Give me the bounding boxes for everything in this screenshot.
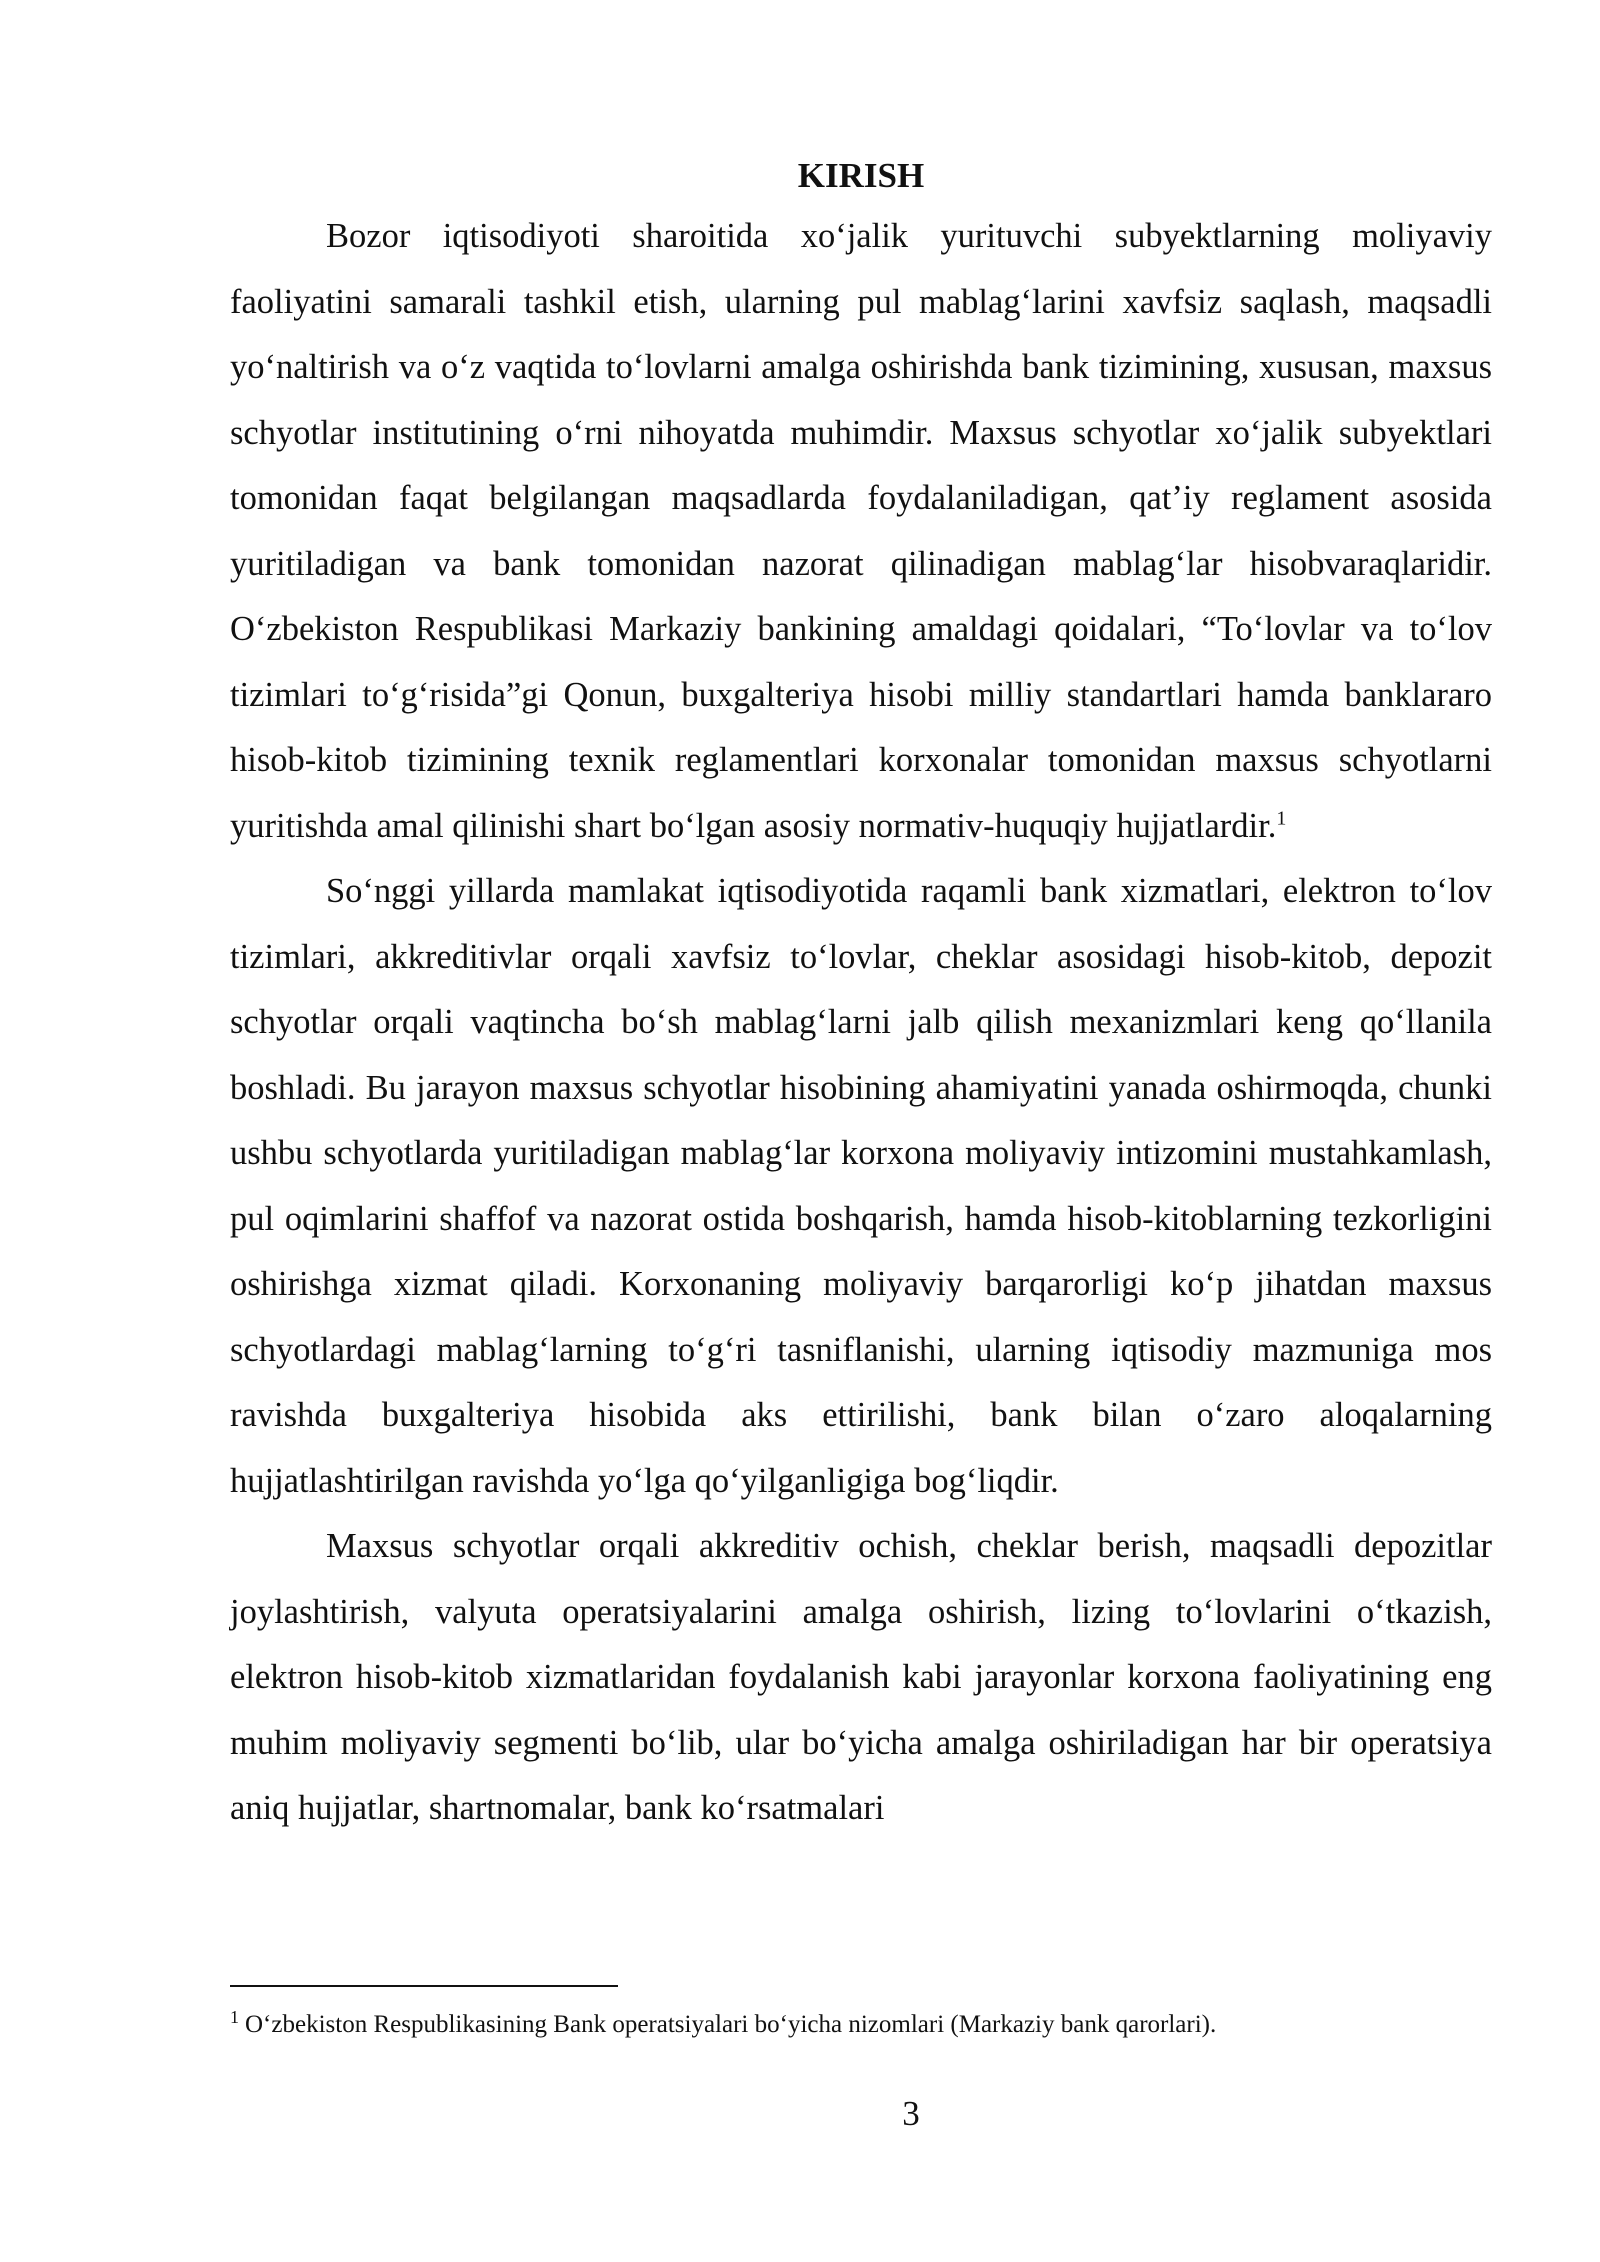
footnote [230, 2008, 1492, 2042]
section-heading: KIRISH [797, 156, 925, 195]
footnote-text: O‘zbekiston Respublikasining Bank operatsiyalari bo‘yicha nizomlari (Markaziy bank qarorlari). [245, 2011, 1217, 2038]
paragraph-1-text: Bozor iqtisodiyoti sharoitida xo‘jalik yurituvchi subyektlarning moliyaviy faoliyatini samarali tashkil etish, ularning pul mablag‘larini xavfsiz saqlash, maqsadli yo‘naltirish va o‘z vaqtida to‘lovlarni amalga oshirishda bank tizimining, xususan, maxsus schyotlar institutining o‘rni nihoyatda muhimdir. Maxsus schyotlar xo‘jalik subyektlari tomonidan faqat belgilangan maqsadlarda foydalaniladigan, qat’iy reglament asosida yuritiladigan va bank tomonidan nazorat qilinadigan mablag‘lar hisobvaraqlaridir. O‘zbekiston Respublikasi Markaziy bankining amaldagi qoidalari, “To‘lovlar va to‘lov tizimlari to‘g‘risida”gi Qonun, buxgalteriya hisobi milliy standartlari hamda banklararo hisob-kitob tizimining texnik reglamentlari korxonalar tomonidan maxsus schyotlarni yuritishda amal qilinishi shart bo‘lgan asosiy normativ-huquqiy hujjatlardir. [230, 217, 1492, 845]
footnote-reference: 1 [1276, 807, 1287, 829]
page-number: 3 [902, 2094, 920, 2133]
paragraph-3: Maxsus schyotlar orqali akkreditiv ochish, cheklar berish, maqsadli depozitlar joylashtirish, valyuta operatsiyalarini amalga oshirish, lizing to‘lovlarini o‘tkazish, elektron hisob-kitob xizmatlaridan foydalanish kabi jarayonlar korxona faoliyatining eng muhim moliyaviy segmenti bo‘lib, ular bo‘yicha amalga oshiriladigan har bir operatsiya aniq hujjatlar, shartnomalar, bank ko‘rsatmalari [230, 1527, 1492, 1827]
footnote-number: 1 [230, 2006, 239, 2027]
footnote-separator [230, 1985, 618, 1987]
page-body [230, 148, 1492, 1842]
paragraph-1 [230, 204, 1492, 859]
paragraph-2: So‘nggi yillarda mamlakat iqtisodiyotida raqamli bank xizmatlari, elektron to‘lov tizimlari, akkreditivlar orqali xavfsiz to‘lovlar, cheklar asosidagi hisob-kitob, depozit schyotlar orqali vaqtincha bo‘sh mablag‘larni jalb qilish mexanizmlari keng qo‘llanila boshladi. Bu jarayon maxsus schyotlar hisobining ahamiyatini yanada oshirmoqda, chunki ushbu schyotlarda yuritiladigan mablag‘lar korxona moliyaviy intizomini mustahkamlash, pul oqimlarini shaffof va nazorat ostida boshqarish, hamda hisob-kitoblarning tezkorligini oshirishga xizmat qiladi. Korxonaning moliyaviy barqarorligi ko‘p jihatdan maxsus schyotlardagi mablag‘larning to‘g‘ri tasniflanishi, ularning iqtisodiy mazmuniga mos ravishda buxgalteriya hisobida aks ettirilishi, bank bilan o‘zaro aloqalarning hujjatlashtirilgan ravishda yo‘lga qo‘yilganligiga bog‘liqdir. [230, 872, 1492, 1500]
